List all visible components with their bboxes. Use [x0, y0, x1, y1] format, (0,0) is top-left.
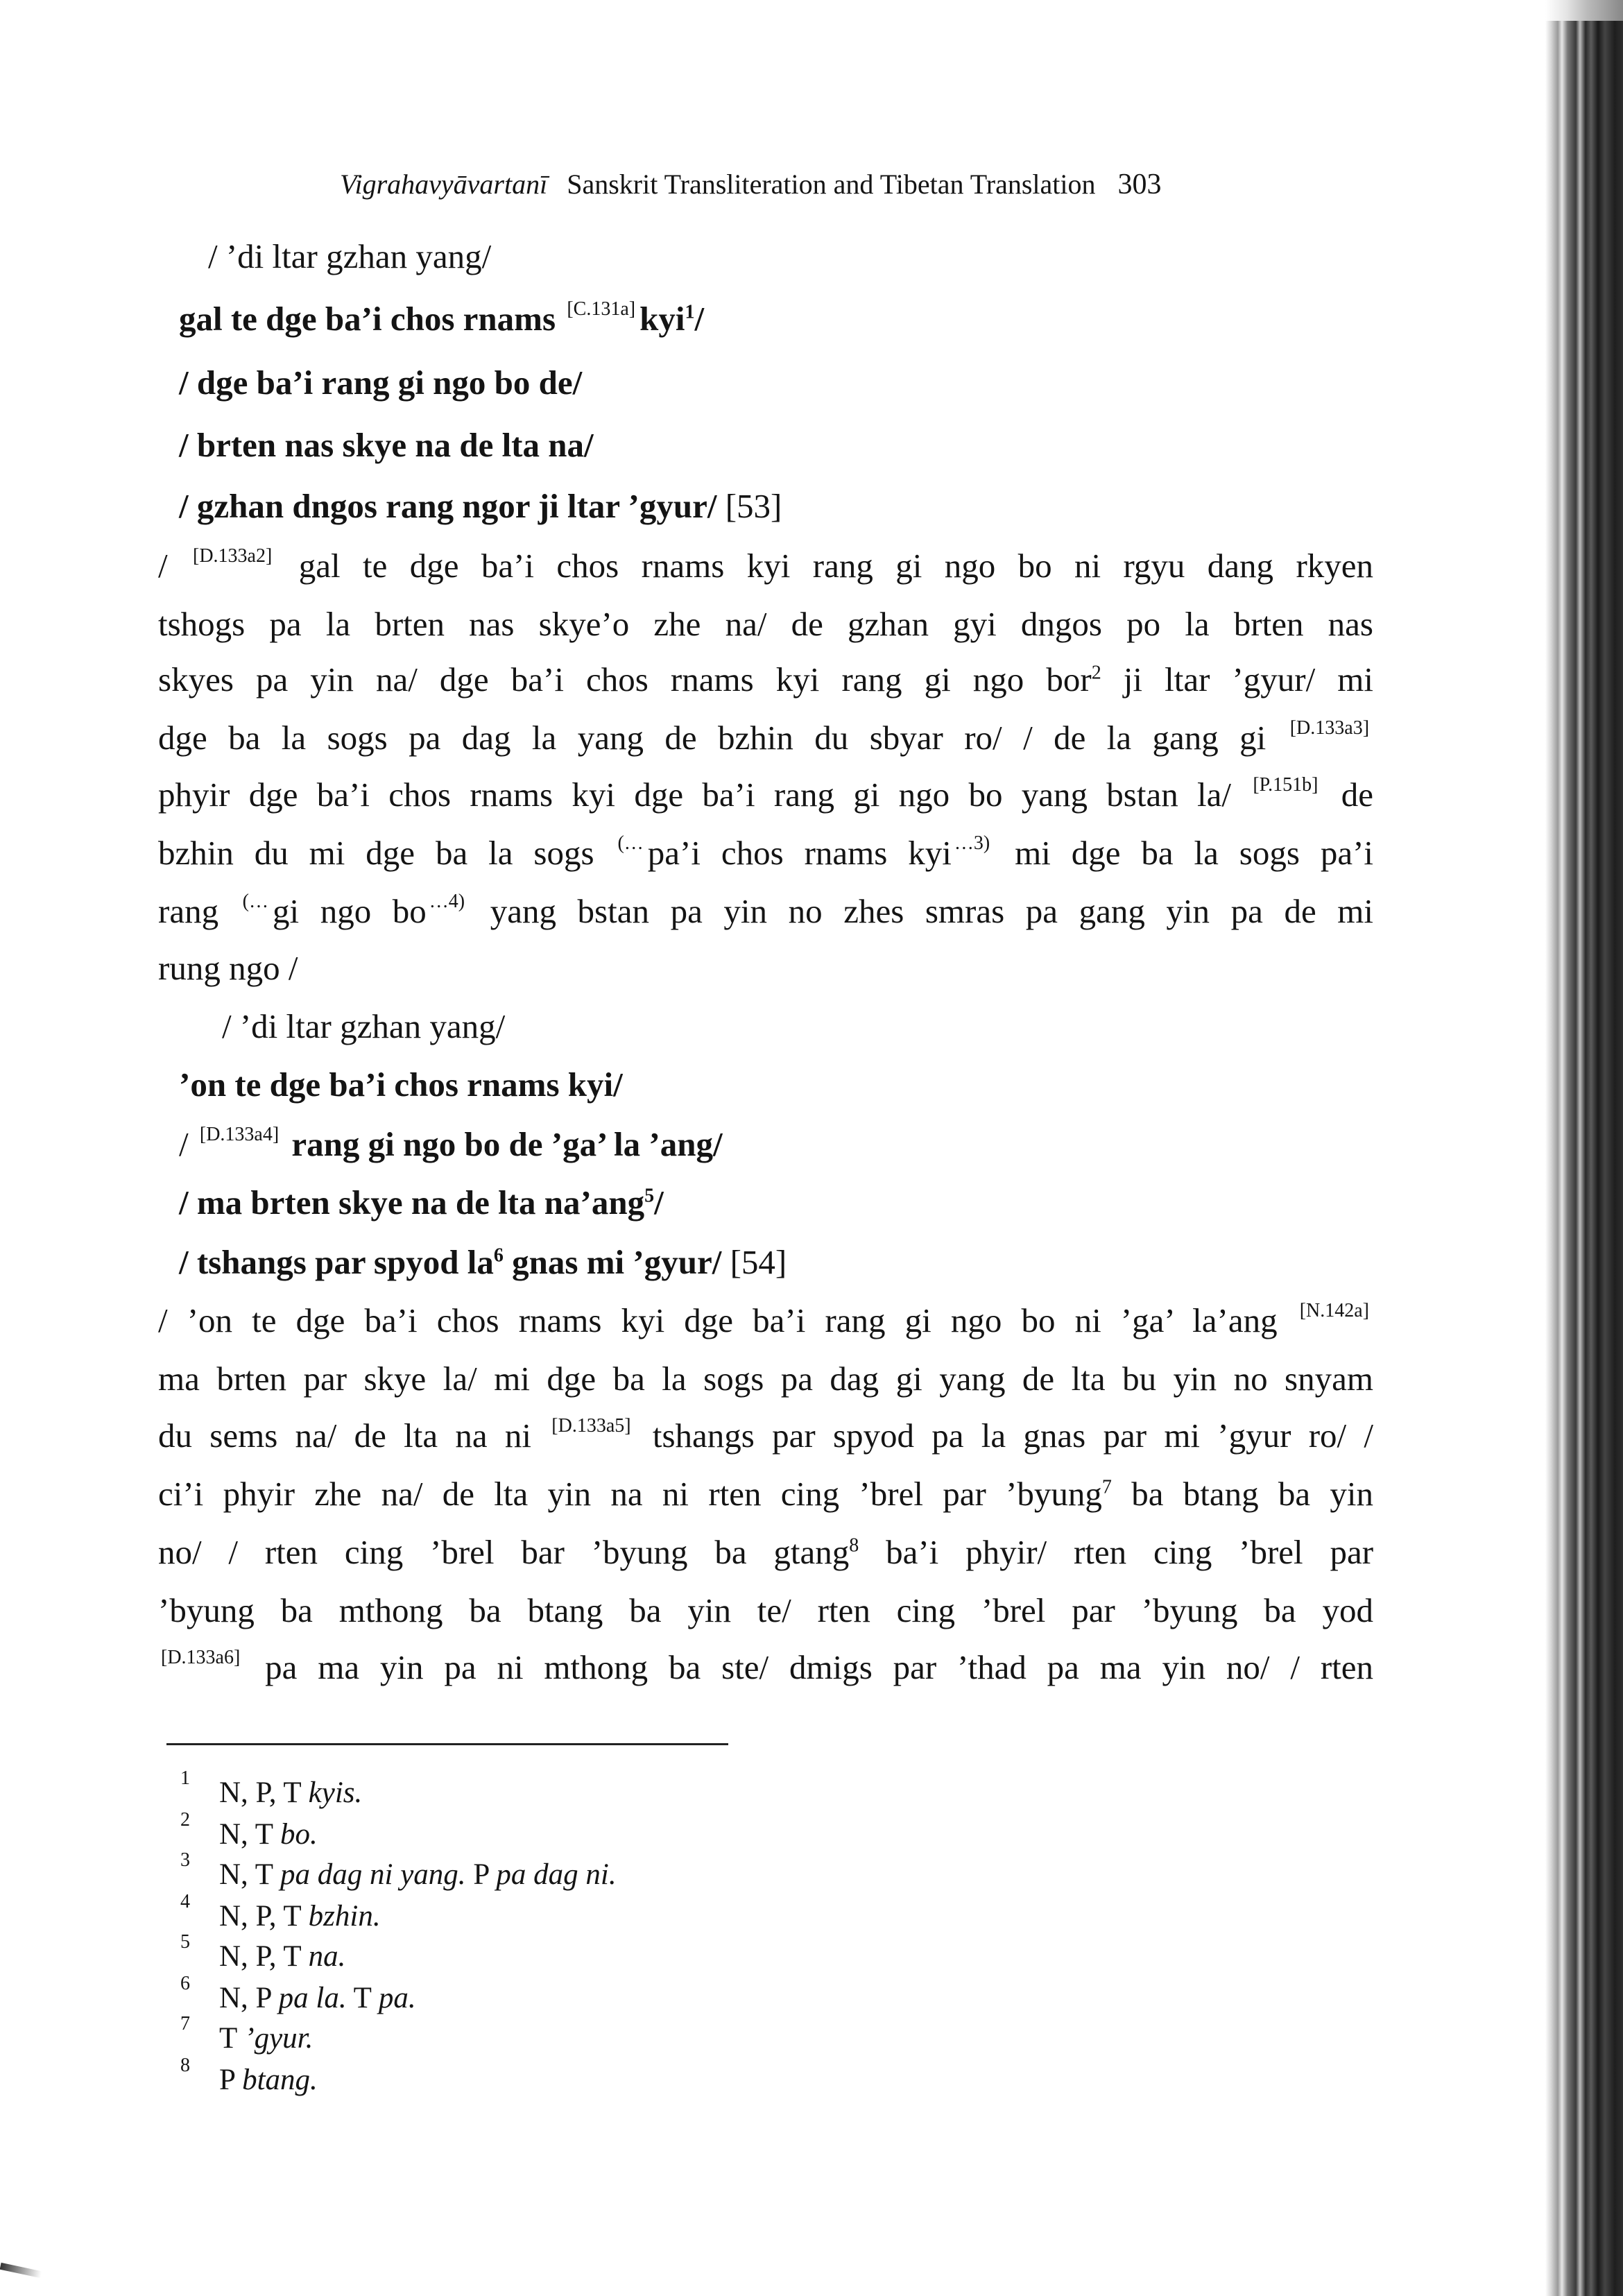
footnote-reading: btang.	[242, 2064, 318, 2096]
prose-text: / ’on te dge ba’i chos rnams kyi dge ba’i rang gi ngo bo ni ’ga’ la’ang	[158, 1301, 1278, 1339]
prose-line	[158, 659, 1373, 701]
prose-text: phyir dge ba’i chos rnams kyi dge ba’i rang gi ngo bo yang bstan la/	[158, 776, 1232, 814]
binding-shadow-top	[1545, 0, 1623, 21]
footnote-reading: pa dag ni.	[496, 1858, 617, 1891]
edition-reference: [D.133a6]	[161, 1647, 241, 1668]
prose-line	[158, 891, 1373, 932]
prose-text: gal te dge ba’i chos rnams kyi rang gi ngo bo ni rgyu dang rkyen	[298, 547, 1374, 585]
edition-reference: [N.142a]	[1299, 1300, 1369, 1321]
prose-line	[158, 1300, 1373, 1342]
prose-text: pa ma yin pa ni mthong ba ste/ dmigs par ’thad pa ma yin no/ / rten	[265, 1648, 1373, 1686]
header-subtitle: Sanskrit Transliteration and Tibetan Translation	[567, 169, 1096, 200]
footnote-sigla: N, P, T	[219, 1940, 301, 1973]
edition-reference: [C.131a]	[567, 298, 636, 320]
footnote-number: 2	[180, 1809, 190, 1831]
prose-text: rang	[158, 892, 219, 930]
prose-line: tshogs pa la brten nas skye’o zhe na/ de gzhan gyi dngos po la brten nas	[158, 605, 1373, 643]
verse-text: /	[179, 1125, 189, 1163]
footnote-marker: 2	[1091, 662, 1101, 684]
verse-line	[179, 298, 704, 340]
header-title: Vigrahavyāvartanī	[340, 169, 548, 200]
verse-text: / ma brten skye na de lta na’ang	[179, 1183, 645, 1222]
scan-mark	[0, 2263, 42, 2278]
prose-text: tshangs par spyod pa la gnas par mi ’gyur ro/ /	[652, 1416, 1374, 1455]
running-header	[340, 168, 1380, 201]
verse-text: / gzhan dngos rang ngor ji ltar ’gyur/	[179, 487, 717, 525]
verse-text: /	[654, 1183, 664, 1222]
verse-text: / tshangs par spyod la	[179, 1243, 494, 1281]
footnote-reading: kyis.	[308, 1776, 363, 1809]
omission-open: (…	[242, 891, 268, 912]
footnote-number: 7	[180, 2013, 190, 2034]
prose-text: no/ / rten cing ’brel bar ’byung ba gtang	[158, 1533, 850, 1571]
footnote-number: 1	[180, 1767, 190, 1789]
footnote-number: 5	[180, 1931, 190, 1953]
verse-line	[179, 1182, 664, 1224]
edition-reference: [D.133a2]	[193, 545, 273, 567]
footnote-separator	[166, 1743, 728, 1745]
footnote-sigla: N, P, T	[219, 1776, 301, 1809]
omission-close: …3)	[954, 832, 990, 854]
footnote-reading: pa la.	[278, 1982, 347, 2014]
prose-text: bzhin du mi dge ba la sogs	[158, 834, 594, 872]
edition-reference: [D.133a3]	[1289, 717, 1370, 739]
prose-text: skyes pa yin na/ dge ba’i chos rnams kyi rang gi ngo bor	[158, 660, 1092, 699]
verse-intro: / ’di ltar gzhan yang/	[208, 237, 492, 275]
footnote-sigla: P	[219, 2064, 235, 2096]
omission-open: (…	[617, 832, 644, 854]
verse-line: / brten nas skye na de lta na/	[179, 426, 594, 464]
edition-reference: [P.151b]	[1253, 774, 1319, 796]
prose-text: ji ltar ’gyur/ mi	[1123, 660, 1374, 699]
verse-line	[179, 1124, 723, 1165]
footnote-reading: pa.	[378, 1982, 416, 2014]
verse-intro: / ’di ltar gzhan yang/	[222, 1007, 506, 1045]
edition-reference: [D.133a5]	[551, 1415, 631, 1437]
verse-text: gal te dge ba’i chos rnams	[179, 300, 556, 338]
footnote-number: 4	[180, 1891, 190, 1912]
omission-close: …4)	[429, 891, 465, 912]
footnote-sigla: N, P	[219, 1982, 271, 2014]
footnote-sigla: P	[473, 1858, 489, 1891]
prose-line: rung ngo /	[158, 949, 298, 987]
binding-gutter-shadow	[1545, 21, 1623, 2296]
footnote-sigla: T	[353, 1982, 372, 2014]
prose-text: dge ba la sogs pa dag la yang de bzhin du sbyar ro/ / de la gang gi	[158, 719, 1266, 757]
footnote-number: 3	[180, 1849, 190, 1871]
verse-number: [53]	[725, 487, 782, 525]
footnote-reading: na.	[308, 1940, 346, 1973]
verse-number: [54]	[730, 1243, 787, 1281]
footnote-reading: ’gyur.	[244, 2022, 314, 2055]
footnote-marker: 6	[493, 1244, 504, 1267]
footnote-marker: 1	[685, 301, 695, 323]
prose-line	[158, 1415, 1373, 1457]
footnote-marker: 8	[849, 1534, 859, 1557]
prose-text: /	[158, 547, 168, 585]
prose-line	[158, 717, 1373, 759]
edition-reference: [D.133a4]	[199, 1124, 280, 1145]
footnote-number: 8	[180, 2055, 190, 2076]
footnote-number: 6	[180, 1973, 190, 1994]
verse-text: gnas mi ’gyur/	[512, 1243, 722, 1281]
verse-text: /	[694, 300, 705, 338]
verse-line	[179, 1242, 787, 1283]
prose-line	[158, 1647, 1373, 1688]
footnote-sigla: N, T	[219, 1818, 273, 1851]
verse-line: / dge ba’i rang gi ngo bo de/	[179, 363, 583, 402]
prose-text: mi dge ba la sogs pa’i	[1015, 834, 1374, 872]
footnote-sigla: N, P, T	[219, 1900, 301, 1933]
footnote-reading: bo.	[280, 1818, 318, 1851]
prose-line: ’byung ba mthong ba btang ba yin te/ rten cing ’brel par ’byung ba yod	[158, 1591, 1373, 1629]
footnote-reading: bzhin.	[308, 1900, 381, 1933]
page-number: 303	[1117, 169, 1162, 200]
verse-text: rang gi ngo bo de ’ga’ la ’ang/	[291, 1125, 723, 1163]
prose-line	[158, 1532, 1373, 1573]
footnote-sigla: N, T	[219, 1858, 273, 1891]
footnote-sigla: T	[219, 2022, 237, 2055]
verse-text: kyi	[639, 300, 685, 338]
prose-line: ma brten par skye la/ mi dge ba la sogs pa dag gi yang de lta bu yin no snyam	[158, 1360, 1373, 1398]
prose-line	[158, 545, 1373, 587]
prose-text: gi ngo bo	[273, 892, 427, 930]
prose-text: ba btang ba yin	[1131, 1475, 1374, 1513]
prose-text: ba’i phyir/ rten cing ’brel par	[886, 1533, 1374, 1571]
verse-line: ’on te dge ba’i chos rnams kyi/	[179, 1065, 623, 1104]
prose-line	[158, 1473, 1373, 1515]
prose-text: du sems na/ de lta na ni	[158, 1416, 532, 1455]
prose-text: ci’i phyir zhe na/ de lta yin na ni rten cing ’brel par ’byung	[158, 1475, 1102, 1513]
footnote-marker: 7	[1101, 1476, 1112, 1498]
footnote-marker: 5	[644, 1185, 655, 1207]
footnote-reading: pa dag ni yang.	[280, 1858, 466, 1891]
prose-line	[158, 774, 1373, 816]
prose-line	[158, 832, 1373, 874]
verse-line	[179, 486, 782, 527]
prose-text: pa’i chos rnams kyi	[647, 834, 952, 872]
prose-text: yang bstan pa yin no zhes smras pa gang yin pa de mi	[490, 892, 1374, 930]
prose-text: de	[1341, 776, 1374, 814]
